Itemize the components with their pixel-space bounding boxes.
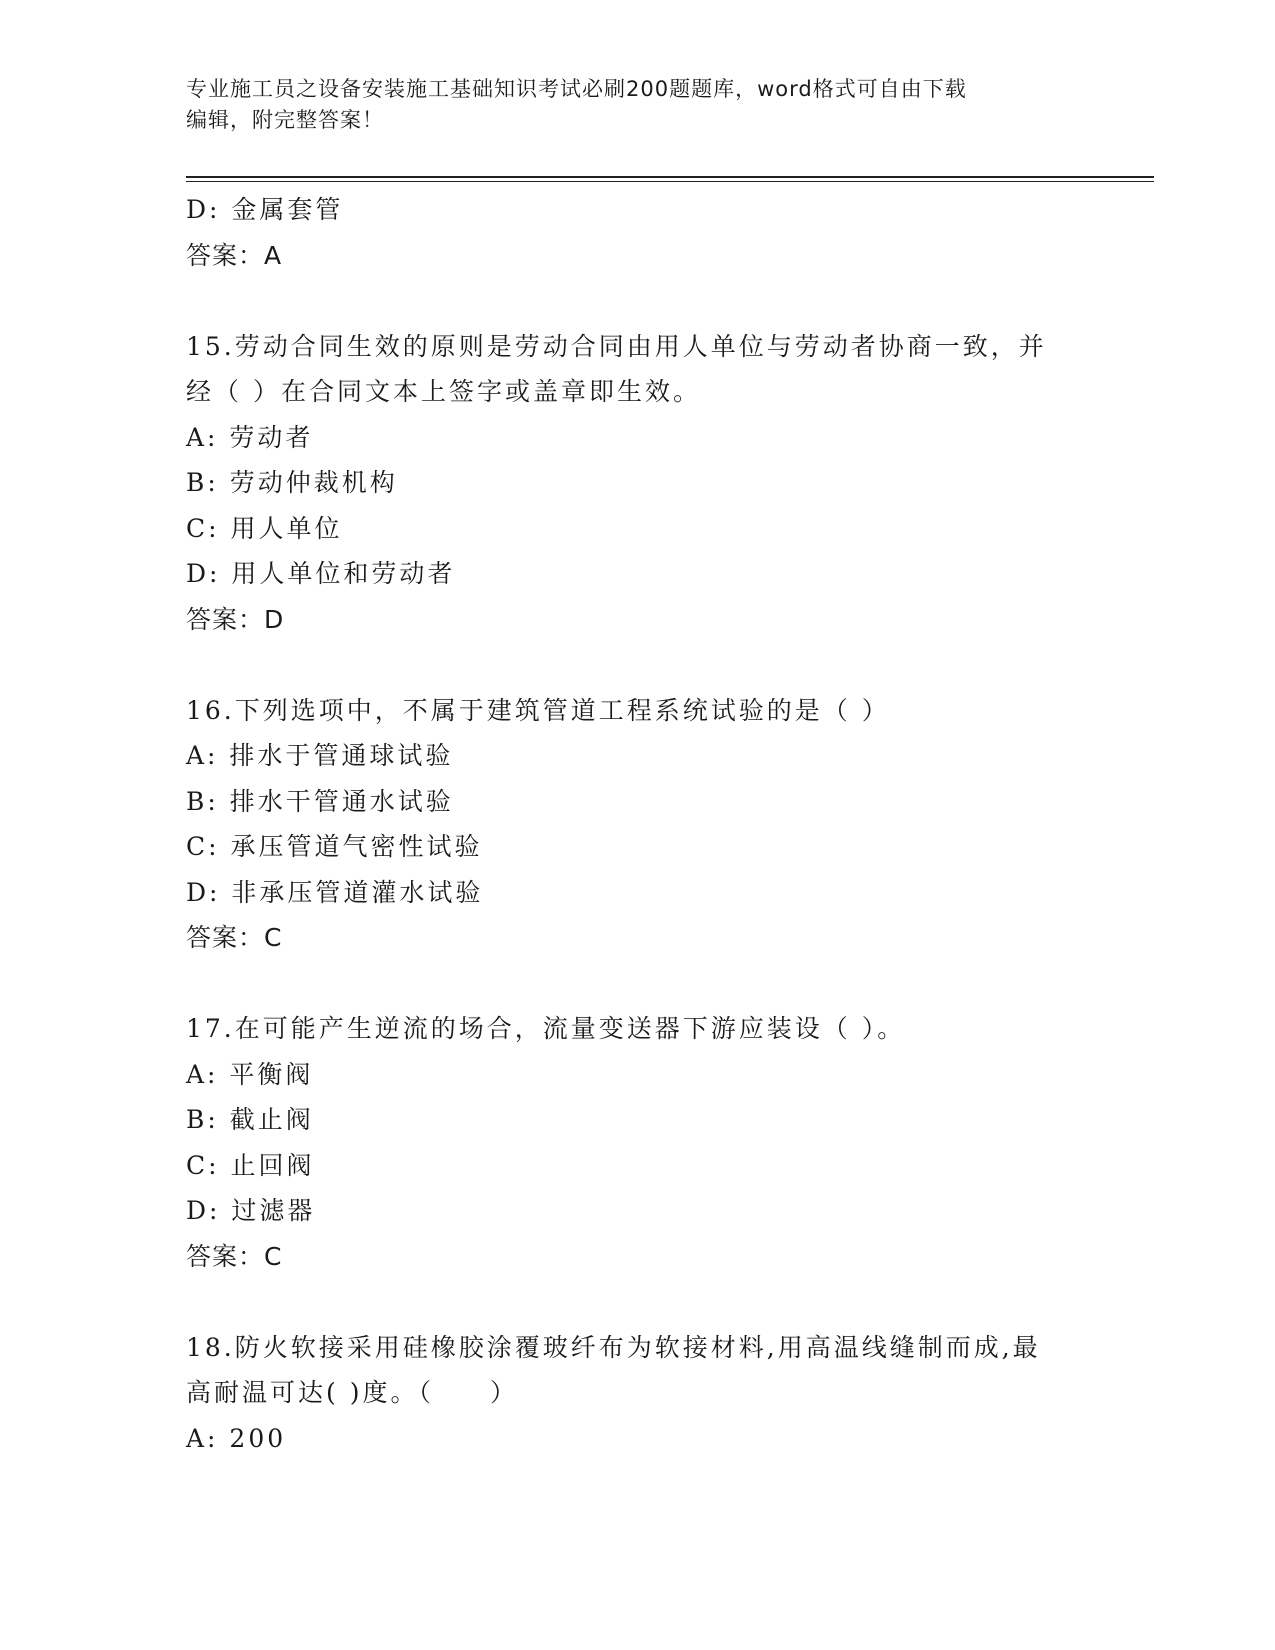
question-18 [186, 1325, 1086, 1462]
option-a: A: 平衡阀 [186, 1059, 314, 1089]
question-stem: 17.在可能产生逆流的场合，流量变送器下游应装设（ ）。 [186, 1014, 906, 1043]
option-a: A: 劳动者 [186, 422, 314, 452]
answer-line: 答案：A [186, 240, 283, 270]
option-c: C: 承压管道气密性试验 [186, 832, 483, 861]
document-header [186, 74, 1066, 136]
question-stem: 15.劳动合同生效的原则是劳动合同由用人单位与劳动者协商一致，并 [186, 331, 1047, 361]
answer-line: 答案：C [186, 1241, 283, 1271]
answer-line: 答案：C [186, 923, 283, 952]
question-stem: 16.下列选项中，不属于建筑管道工程系统试验的是（ ） [186, 695, 890, 725]
answer-line: 答案：D [186, 604, 285, 634]
header-divider-thin [186, 181, 1154, 182]
header-line-2: 编辑，附完整答案！ [186, 108, 384, 132]
document-body [186, 187, 1086, 1461]
option-d: D: 金属套管 [186, 195, 344, 224]
question-17 [186, 1006, 1086, 1279]
question-15 [186, 324, 1086, 643]
option-d: D: 过滤器 [186, 1196, 316, 1225]
option-a: A: 排水于管通球试验 [186, 741, 454, 770]
option-a: A: 200 [186, 1423, 287, 1453]
question-16 [186, 688, 1086, 961]
question-stem-cont: 经（ ）在合同文本上签字或盖章即生效。 [186, 377, 701, 406]
question-stem-cont: 高耐温可达( )度。（ ） [186, 1378, 518, 1407]
option-c: C: 用人单位 [186, 513, 343, 543]
header-divider-thick [186, 176, 1154, 178]
option-b: B: 排水干管通水试验 [186, 786, 454, 816]
header-line-1: 专业施工员之设备安装施工基础知识考试必刷200题题库，word格式可自由下载 [186, 77, 967, 101]
option-b: B: 劳动仲裁机构 [186, 468, 398, 497]
question-stem: 18.防火软接采用硅橡胶涂覆玻纤布为软接材料,用高温线缝制而成,最 [186, 1332, 1041, 1362]
option-c: C: 止回阀 [186, 1150, 315, 1180]
option-b: B: 截止阀 [186, 1105, 314, 1134]
option-d: D: 用人单位和劳动者 [186, 559, 456, 588]
option-d: D: 非承压管道灌水试验 [186, 877, 484, 907]
